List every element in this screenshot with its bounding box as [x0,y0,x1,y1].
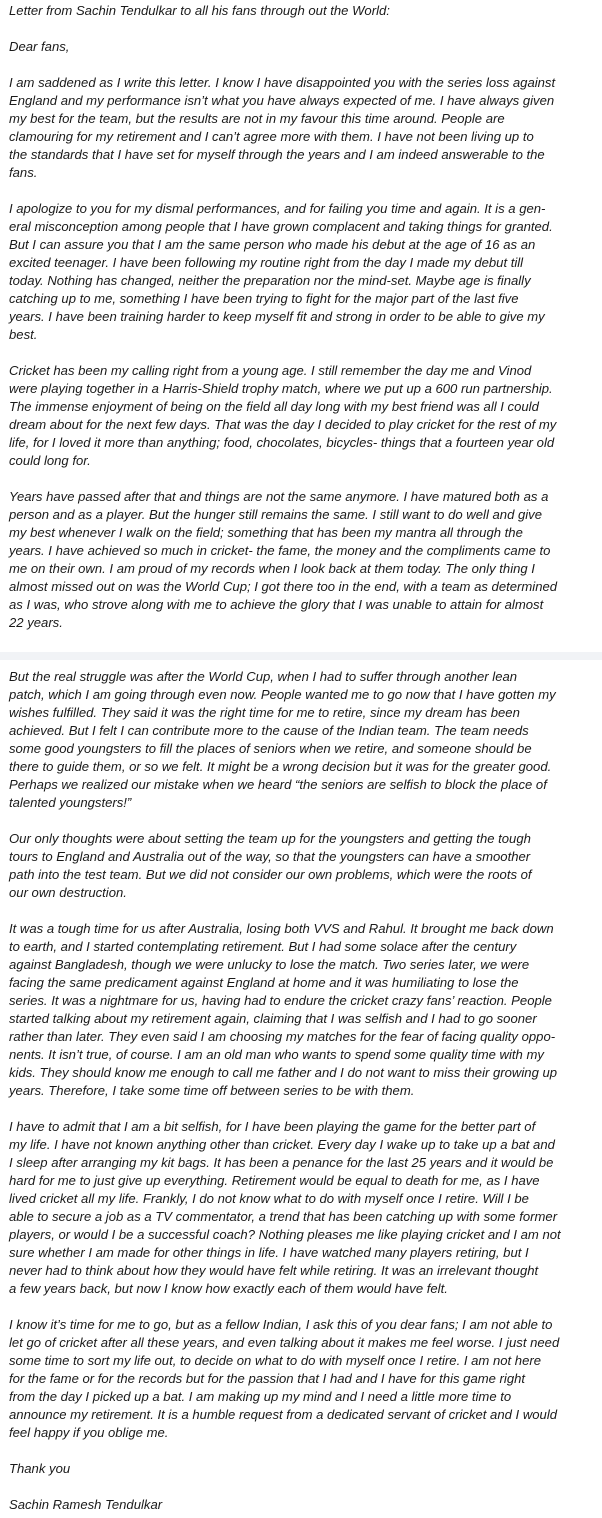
paragraph-line: my best whenever I walk on the field; something that has been my mantra all through the [9,525,523,540]
paragraph-line: best. [9,327,38,342]
paragraph-line: able to secure a job as a TV commentator, a trend that has been catching up with some former [9,1209,558,1224]
letter-page-2 [0,660,602,1518]
paragraph-line: were playing together in a Harris-Shield trophy match, where we put up a 600 run partnership. [9,381,553,396]
paragraph-line: But the real struggle was after the World Cup, when I had to suffer through another lean [9,669,518,684]
paragraph-line: me on their own. I am proud of my records when I look back at them today. The only thing I [9,561,535,576]
paragraph-line: I am saddened as I write this letter. I know I have disappointed you with the series loss against [9,75,556,90]
paragraph-line: announce my retirement. It is a humble request from a dedicated servant of cricket and I would [9,1407,558,1422]
paragraph-line: life, for I loved it more than anything; food, chocolates, bicycles- things that a fourteen year old [9,435,555,450]
closing-line: Thank you [9,1461,71,1476]
paragraph-line: to earth, and I started contemplating retirement. But I had some solace after the century [9,939,517,954]
paragraph-line: our own destruction. [9,885,127,900]
paragraph-line: clamouring for my retirement and I can’t agree more with them. I have not been living up to [9,129,534,144]
paragraph-line: feel happy if you oblige me. [9,1425,169,1440]
paragraph-line: It was a tough time for us after Australia, losing both VVS and Rahul. It brought me back down [9,921,554,936]
paragraph-line: as I was, who strove along with me to achieve the glory that I was unable to attain for almost [9,597,544,612]
paragraph-line: eral misconception among people that I have grown complacent and taking things for granted. [9,219,553,234]
letter-title: Letter from Sachin Tendulkar to all his fans through out the World: [9,3,390,18]
paragraph-line: for the fame or for the records but for the passion that I had and I have for this game right [9,1371,526,1386]
paragraph-line: wishes fulfilled. They said it was the right time for me to retire, since my dream has been [9,705,520,720]
paragraph-line: The immense enjoyment of being on the field all day long with my best friend was all I could [9,399,539,414]
paragraph-line: kids. They should know me enough to call me father and I do not want to miss their growing up [9,1065,558,1080]
paragraph-line: some time to sort my life out, to decide on what to do with myself once I retire. I am not here [9,1353,541,1368]
paragraph-line: patch, which I am going through even now. People wanted me to go now that I have gotten my [9,687,556,702]
paragraph-line: dream about for the next few days. That was the day I decided to play cricket for the rest of my [9,417,557,432]
paragraph-line: England and my performance isn’t what you have always expected of me. I have always given [9,93,555,108]
paragraph-line: facing the same predicament against England at home and it was humiliating to lose the [9,975,519,990]
paragraph-line: I know it’s time for me to go, but as a fellow Indian, I ask this of you dear fans; I am not able to [9,1317,553,1332]
paragraph-line: let go of cricket after all these years, and even talking about it makes me feel worse. I just need [9,1335,560,1350]
paragraph-line: nents. It isn’t true, of course. I am an old man who wants to spend some quality time with my [9,1047,544,1062]
paragraph-line: players, or would I be a successful coach? Nothing pleases me like playing cricket and I am not [9,1227,561,1242]
paragraph-line: the standards that I have set for myself through the years and I am indeed answerable to the [9,147,545,162]
salutation: Dear fans, [9,39,70,54]
paragraph-line: against Bangladesh, though we were unlucky to lose the match. Two series later, we were [9,957,530,972]
paragraph-line: I sleep after arranging my kit bags. It has been a penance for the last 25 years and it would be [9,1155,554,1170]
paragraph-line: Years have passed after that and things are not the same anymore. I have matured both as a [9,489,549,504]
paragraph-line: talented youngsters!” [9,795,132,810]
paragraph-line: achieved. But I felt I can contribute more to the cause of the Indian team. The team needs [9,723,529,738]
paragraph-line: Our only thoughts were about setting the team up for the youngsters and getting the tough [9,831,531,846]
paragraph-line: could long for. [9,453,91,468]
paragraph-line: from the day I picked up a bat. I am making up my mind and I need a little more time to [9,1389,512,1404]
paragraph-line: Perhaps we realized our mistake when we heard “the seniors are selfish to block the place of [9,777,547,792]
paragraph-line: I have to admit that I am a bit selfish, for I have been playing the game for the better part of [9,1119,536,1134]
paragraph-line: never had to think about how they would have felt while retiring. It was an irrelevant thought [9,1263,539,1278]
paragraph-line: today. Nothing has changed, neither the preparation nor the mind-set. Maybe age is finally [9,273,531,288]
paragraph-line: my best for the team, but the results are not in my favour this time around. People are [9,111,505,126]
paragraph-line: tours to England and Australia out of the way, so that the youngsters can have a smoother [9,849,531,864]
paragraph-line: series. It was a nightmare for us, having had to endure the cricket crazy fans’ reaction. People [9,993,552,1008]
paragraph-line: almost missed out on was the World Cup; I got there too in the end, with a team as determined [9,579,558,594]
paragraph-line: some good youngsters to fill the places of seniors when we retire, and someone should be [9,741,532,756]
paragraph-line: lived cricket all my life. Frankly, I do not know what to do with myself once I retire. Will I be [9,1191,529,1206]
paragraph-line: years. I have been training harder to keep myself fit and strong in order to be able to give my [9,309,545,324]
paragraph-line: rather than later. They even said I am choosing my matches for the fear of facing quality oppo- [9,1029,556,1044]
paragraph-line: sure whether I am made for other things in life. I have watched many players retiring, but I [9,1245,529,1260]
paragraph-line: a few years back, but now I know how exactly each of them would have felt. [9,1281,448,1296]
paragraph-line: started talking about my retirement again, claiming that I was selfish and I had to go sooner [9,1011,537,1026]
paragraph-line: years. Therefore, I take some time off between series to be with them. [9,1083,415,1098]
paragraph-line: my life. I have not known anything other than cricket. Every day I wake up to take up a bat and [9,1137,555,1152]
paragraph-line: hard for me to just give up everything. Retirement would be equal to death for me, as I have [9,1173,540,1188]
paragraph-line: fans. [9,165,38,180]
paragraph-line: But I can assure you that I am the same person who made his debut at the age of 16 as an [9,237,536,252]
letter-page-1 [0,0,602,652]
page-separator [0,652,602,660]
paragraph-line: there to guide them, or so we felt. It might be a wrong decision but it was for the greater good. [9,759,552,774]
signature: Sachin Ramesh Tendulkar [9,1497,163,1512]
paragraph-line: 22 years. [9,615,63,630]
paragraph-line: I apologize to you for my dismal performances, and for failing you time and again. It is a gen- [9,201,546,216]
paragraph-line: catching up to me, something I have been trying to fight for the major part of the last five [9,291,519,306]
paragraph-line: excited teenager. I have been following my routine right from the day I made my debut till [9,255,524,270]
paragraph-line: Cricket has been my calling right from a young age. I still remember the day me and Vinod [9,363,532,378]
paragraph-line: years. I have achieved so much in cricket- the fame, the money and the compliments came to [9,543,551,558]
paragraph-line: path into the test team. But we did not consider our own problems, which were the roots of [9,867,532,882]
paragraph-line: person and as a player. But the hunger still remains the same. I still want to do well and give [9,507,543,522]
